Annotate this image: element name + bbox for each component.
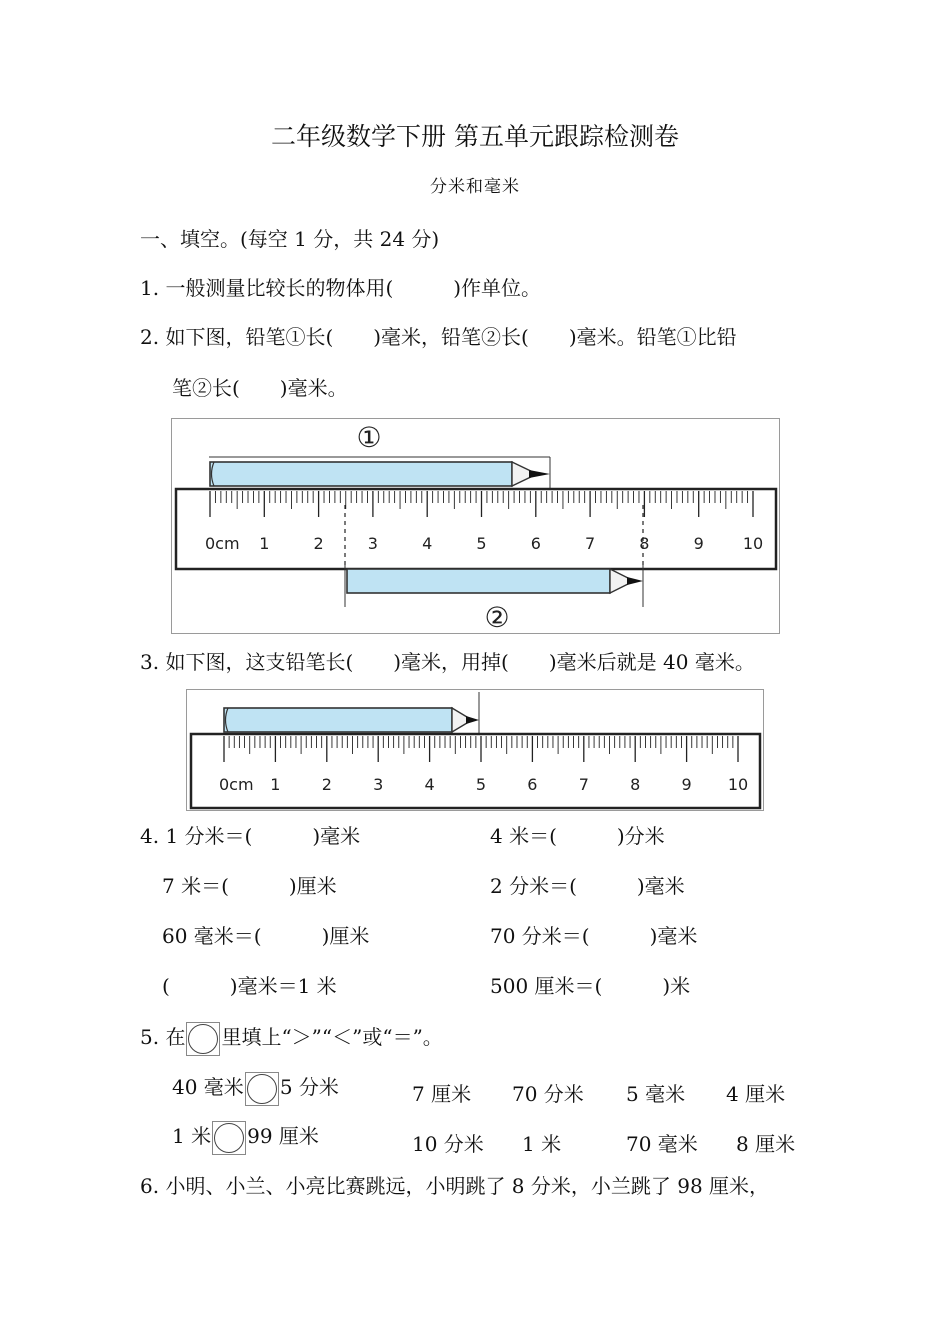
question-3: 3. 如下图，这支铅笔长( )毫米，用掉( )毫米后就是 40 毫米。 bbox=[140, 650, 755, 674]
page-subtitle: 分米和毫米 bbox=[430, 177, 520, 197]
q5-r1-c5: 4 厘米 bbox=[726, 1082, 786, 1106]
question-5 bbox=[140, 1021, 443, 1056]
q5-r1-c4: 5 毫米 bbox=[626, 1082, 686, 1106]
pencil-2-label: ② bbox=[484, 601, 510, 633]
ruler-2-number: 9 bbox=[681, 775, 692, 794]
ruler-2-number: 10 bbox=[727, 775, 749, 794]
ruler-2-number: 4 bbox=[424, 775, 435, 794]
ruler-2-number: 5 bbox=[475, 775, 487, 794]
compare-circle-1[interactable] bbox=[245, 1072, 279, 1106]
q4-item-8: 500 厘米＝( )米 bbox=[490, 974, 691, 998]
ruler-2-number: 8 bbox=[630, 775, 641, 794]
ruler-figure-1 bbox=[171, 418, 780, 634]
question-2-line-2: 笔②长( )毫米。 bbox=[172, 376, 348, 400]
q4-item-5: 60 毫米＝( )厘米 bbox=[162, 924, 370, 948]
ruler-2-unit-label: 0cm bbox=[219, 775, 254, 794]
ruler-1-number: 10 bbox=[742, 534, 764, 553]
q4-item-2: 4 米＝( )分米 bbox=[490, 824, 665, 848]
section-heading: 一、填空。(每空 1 分，共 24 分) bbox=[140, 227, 440, 251]
ruler-2-number: 1 bbox=[270, 775, 281, 794]
ruler-2-number: 3 bbox=[373, 775, 384, 794]
q4-item-1: 4. 1 分米＝( )毫米 bbox=[140, 824, 361, 848]
ruler-1-number: 3 bbox=[367, 534, 378, 553]
q5-r2-c3: 1 米 bbox=[522, 1132, 562, 1156]
q5-row-2-item-1 bbox=[172, 1120, 319, 1155]
q5-prefix: 5. 在 bbox=[140, 1025, 186, 1049]
ruler-1-number: 7 bbox=[585, 534, 596, 553]
q5-r1-c2: 7 厘米 bbox=[412, 1082, 472, 1106]
ruler-diagram-2 bbox=[187, 690, 763, 810]
pencil-1-label: ① bbox=[356, 421, 382, 454]
q5-r2-c2: 10 分米 bbox=[412, 1132, 484, 1156]
pencil-1 bbox=[209, 457, 550, 489]
ruler-2-number: 2 bbox=[321, 775, 332, 794]
ruler-1-number: 5 bbox=[476, 534, 487, 553]
ruler-1-number: 6 bbox=[530, 534, 541, 553]
ruler-1-number: 1 bbox=[259, 534, 270, 553]
page-title: 二年级数学下册 第五单元跟踪检测卷 bbox=[271, 122, 679, 151]
ruler-figure-2 bbox=[186, 689, 764, 811]
ruler-2-number: 7 bbox=[578, 775, 589, 794]
q5-r2-left: 1 米 bbox=[172, 1124, 212, 1148]
q4-item-4: 2 分米＝( )毫米 bbox=[490, 874, 685, 898]
ruler-1-number: 2 bbox=[313, 534, 324, 553]
q5-r2-c4: 70 毫米 bbox=[626, 1132, 698, 1156]
q4-item-7: ( )毫米＝1 米 bbox=[162, 974, 337, 998]
q5-r1-left: 40 毫米 bbox=[172, 1075, 244, 1099]
compare-circle-2[interactable] bbox=[212, 1121, 246, 1155]
ruler-1-unit-label: 0cm bbox=[205, 534, 240, 553]
answer-circle-icon bbox=[186, 1022, 220, 1056]
q4-item-3: 7 米＝( )厘米 bbox=[162, 874, 337, 898]
q5-suffix: 里填上“＞”“＜”或“＝”。 bbox=[221, 1025, 443, 1049]
q5-r1-c3: 70 分米 bbox=[512, 1082, 584, 1106]
q5-r2-c5: 8 厘米 bbox=[736, 1132, 796, 1156]
question-1: 1. 一般测量比较长的物体用( )作单位。 bbox=[140, 276, 542, 300]
ruler-1-number: 4 bbox=[422, 534, 433, 553]
question-6: 6. 小明、小兰、小亮比赛跳远，小明跳了 8 分米，小兰跳了 98 厘米， bbox=[140, 1174, 770, 1198]
q5-r1-right: 5 分米 bbox=[279, 1075, 339, 1099]
q4-item-6: 70 分米＝( )毫米 bbox=[490, 924, 698, 948]
ruler-2-number: 6 bbox=[527, 775, 538, 794]
ruler-diagram-1 bbox=[172, 419, 779, 633]
pencil-3 bbox=[224, 692, 479, 734]
q5-row-1-item-1 bbox=[172, 1071, 339, 1106]
ruler-1-number: 9 bbox=[693, 534, 704, 553]
question-2-line-1: 2. 如下图，铅笔①长( )毫米，铅笔②长( )毫米。铅笔①比铅 bbox=[140, 325, 737, 349]
ruler-1-number: 8 bbox=[639, 534, 650, 553]
q5-r2-right: 99 厘米 bbox=[247, 1124, 319, 1148]
